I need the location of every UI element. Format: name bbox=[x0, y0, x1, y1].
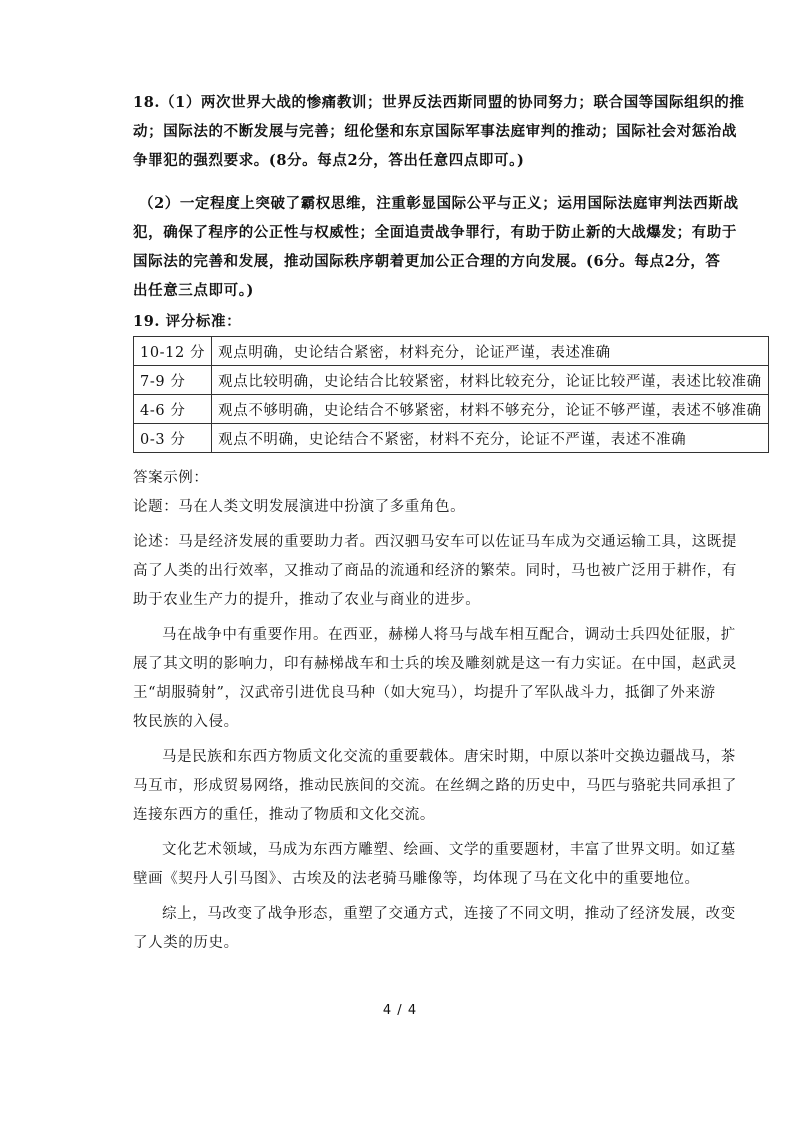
criteria-cell: 观点明确，史论结合紧密，材料充分，论证严谨，表述准确 bbox=[212, 337, 769, 366]
text-line: 动；国际法的不断发展与完善；纽伦堡和东京国际军事法庭审判的推动；国际社会对惩治战 bbox=[133, 123, 737, 140]
table-row bbox=[134, 366, 769, 395]
thesis-line: 论题：马在人类文明发展演进中扮演了多重角色。 bbox=[133, 499, 466, 515]
criteria-cell: 观点不够明确，史论结合不够紧密，材料不够充分，论证不够严谨，表述不够准确 bbox=[212, 395, 769, 424]
text-line: 争罪犯的强烈要求。(8分。每点2分，答出任意四点即可。) bbox=[133, 152, 525, 169]
text-line: 出任意三点即可。) bbox=[133, 282, 255, 299]
grade-cell: 4-6 分 bbox=[134, 395, 212, 424]
text-line: 18.（1）两次世界大战的惨痛教训；世界反法西斯同盟的协同努力；联合国等国际组织的推 bbox=[133, 94, 745, 111]
q18-part2 bbox=[133, 189, 739, 305]
text-line: 论述：马是经济发展的重要助力者。西汉驷马安车可以佐证马车成为交通运输工具，这既提 bbox=[133, 534, 737, 550]
text-line: 犯，确保了程序的公正性与权威性；全面追责战争罪行，有助于防止新的大战爆发；有助于 bbox=[133, 224, 737, 241]
grade-cell: 10-12 分 bbox=[134, 337, 212, 366]
criteria-cell: 观点不明确，史论结合不紧密，材料不充分，论证不严谨，表述不准确 bbox=[212, 424, 769, 453]
table-row bbox=[134, 395, 769, 424]
text-line: 国际法的完善和发展，推动国际秩序朝着更加公正合理的方向发展。(6分。每点2分，答 bbox=[133, 253, 721, 270]
text-line: 壁画《契丹人引马图》、古埃及的法老骑马雕像等，均体现了马在文化中的重要地位。 bbox=[133, 871, 700, 887]
text-line: 了人类的历史。 bbox=[133, 935, 239, 951]
section-heading: 19. 评分标准： bbox=[133, 313, 242, 330]
text-line: 文化艺术领域，马成为东西方雕塑、绘画、文学的重要题材，丰富了世界文明。如辽墓 bbox=[162, 842, 736, 858]
text-line: 展了其文明的影响力，印有赫梯战车和士兵的埃及雕刻就是这一有力实证。在中国，赵武灵 bbox=[133, 656, 737, 672]
text-line: （2）一定程度上突破了霸权思维，注重彰显国际公平与正义；运用国际法庭审判法西斯战 bbox=[139, 195, 739, 212]
table-row bbox=[134, 337, 769, 366]
grade-cell: 0-3 分 bbox=[134, 424, 212, 453]
scoring-rubric-table bbox=[133, 336, 769, 453]
text-line: 高了人类的出行效率，又推动了商品的流通和经济的繁荣。同时，马也被广泛用于耕作，有 bbox=[133, 563, 737, 579]
page-number: 4 / 4 bbox=[382, 1003, 418, 1018]
q18-part1 bbox=[133, 88, 745, 175]
text-line: 连接东西方的重任，推动了物质和文化交流。 bbox=[133, 807, 435, 823]
criteria-cell: 观点比较明确，史论结合比较紧密，材料比较充分，论证比较严谨，表述比较准确 bbox=[212, 366, 769, 395]
text-line: 马在战争中有重要作用。在西亚，赫梯人将马与战车相互配合，调动士兵四处征服，扩 bbox=[162, 627, 736, 643]
q19-title bbox=[133, 307, 681, 336]
answer-example bbox=[133, 464, 737, 958]
text-line: 助于农业生产力的提升，推动了农业与商业的进步。 bbox=[133, 592, 481, 608]
text-line: 马互市，形成贸易网络，推动民族间的交流。在丝绸之路的历史中，马匹与骆驼共同承担了 bbox=[133, 778, 737, 794]
text-line: 马是民族和东西方物质文化交流的重要载体。唐宋时期，中原以茶叶交换边疆战马，茶 bbox=[162, 749, 736, 765]
text-line: 王“胡服骑射”，汉武帝引进优良马种（如大宛马），均提升了军队战斗力，抵御了外来游 bbox=[133, 685, 716, 701]
text-line: 综上，马改变了战争形态，重塑了交通方式，连接了不同文明，推动了经济发展，改变 bbox=[162, 906, 736, 922]
text-line: 牧民族的入侵。 bbox=[133, 714, 239, 730]
table-row bbox=[134, 424, 769, 453]
example-label: 答案示例： bbox=[133, 470, 209, 486]
grade-cell: 7-9 分 bbox=[134, 366, 212, 395]
